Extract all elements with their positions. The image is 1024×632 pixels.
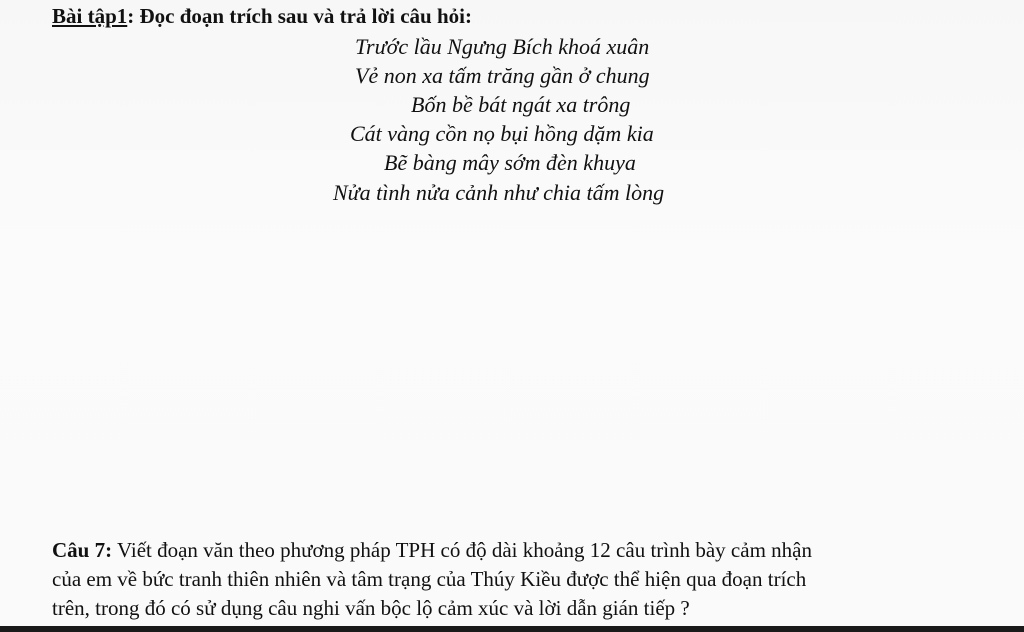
question-line: trên, trong đó có sử dụng câu nghi vấn bộc lộ cảm xúc và lời dẫn gián tiếp ? xyxy=(52,596,690,620)
bottom-edge-bar xyxy=(0,626,1024,632)
exercise-label: Bài tập1 xyxy=(52,4,128,28)
question-label: Câu 7: xyxy=(52,538,113,562)
poem-line: Bốn bề bát ngát xa trông xyxy=(411,92,631,117)
question-text: Viết đoạn văn theo phương pháp TPH có độ dài khoảng 12 câu trình bày cảm nhận xyxy=(112,538,812,562)
question-line xyxy=(52,536,1022,565)
poem-line: Bẽ bàng mây sớm đèn khuya xyxy=(384,150,636,175)
poem-line: Vẻ non xa tấm trăng gần ở chung xyxy=(355,63,650,88)
question-7 xyxy=(52,536,1022,623)
poem-line: Cát vàng cồn nọ bụi hồng dặm kia xyxy=(350,121,654,146)
exercise-instruction: : Đọc đoạn trích sau và trả lời câu hỏi: xyxy=(127,4,472,28)
exercise-heading xyxy=(52,4,472,29)
poem-line: Nửa tình nửa cảnh như chia tấm lòng xyxy=(333,180,665,205)
poem-line: Trước lầu Ngưng Bích khoá xuân xyxy=(355,34,650,59)
question-line: của em về bức tranh thiên nhiên và tâm trạng của Thúy Kiều được thể hiện qua đoạn trích xyxy=(52,567,807,591)
